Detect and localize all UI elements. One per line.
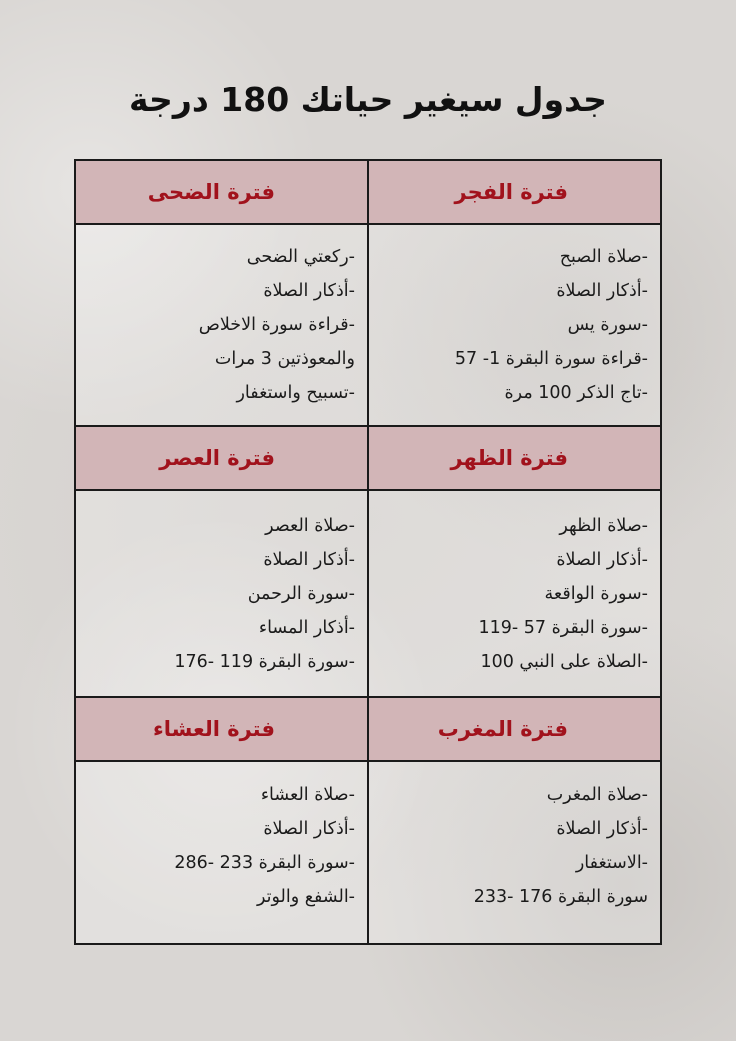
list-item: -صلاة العصر <box>265 515 355 536</box>
list-item: -الشفع والوتر <box>256 887 355 907</box>
page-title: جدول سيغير حياتك 180 درجة <box>129 80 607 119</box>
period-items <box>75 761 368 944</box>
period-header: فترة الفجر <box>368 160 661 224</box>
period-items <box>75 490 368 697</box>
list-item: -الاستغفار <box>575 853 648 873</box>
header-row <box>75 697 661 761</box>
items-row <box>75 761 661 944</box>
list-item: -أذكار الصلاة <box>263 819 355 839</box>
list-item: -سورة الواقعة <box>544 583 648 604</box>
period-items <box>75 224 368 426</box>
header-row <box>75 426 661 490</box>
list-item: -سورة البقرة 233 -286 <box>174 853 355 873</box>
list-item: -صلاة العشاء <box>260 785 355 805</box>
header-row <box>75 160 661 224</box>
list-item: -الصلاة على النبي 100 <box>480 651 648 672</box>
period-items <box>368 224 661 426</box>
period-items <box>368 490 661 697</box>
list-item: -قراءة سورة الاخلاص <box>198 315 355 335</box>
list-item: -سورة البقرة 57 -119 <box>478 617 648 638</box>
list-item: -أذكار المساء <box>258 617 355 638</box>
list-item: -سورة الرحمن <box>247 583 355 604</box>
period-header: فترة العشاء <box>75 697 368 761</box>
list-item: -صلاة المغرب <box>546 785 648 805</box>
list-item: -تاج الذكر 100 مرة <box>504 383 648 403</box>
list-item: -ركعتي الضحى <box>246 247 355 267</box>
items-row <box>75 490 661 697</box>
schedule-table <box>74 159 662 945</box>
list-item: -قراءة سورة البقرة 1- 57 <box>454 349 648 369</box>
period-header: فترة المغرب <box>368 697 661 761</box>
list-item: -أذكار الصلاة <box>263 281 355 301</box>
period-header: فترة العصر <box>75 426 368 490</box>
period-items <box>368 761 661 944</box>
list-item: -تسبيح واستغفار <box>236 383 355 403</box>
list-item: -صلاة الصبح <box>559 247 648 267</box>
items-row <box>75 224 661 426</box>
list-item: -أذكار الصلاة <box>556 549 648 570</box>
list-item: -أذكار الصلاة <box>556 819 648 839</box>
period-header: فترة الضحى <box>75 160 368 224</box>
list-item: -سورة البقرة 119 -176 <box>174 651 355 672</box>
list-item: والمعوذتين 3 مرات <box>214 349 355 369</box>
list-item: -سورة يس <box>567 315 648 335</box>
list-item: -أذكار الصلاة <box>263 549 355 570</box>
list-item: -أذكار الصلاة <box>556 281 648 301</box>
period-header: فترة الظهر <box>368 426 661 490</box>
list-item: -صلاة الظهر <box>559 515 648 536</box>
list-item: سورة البقرة 176 -233 <box>473 887 648 907</box>
